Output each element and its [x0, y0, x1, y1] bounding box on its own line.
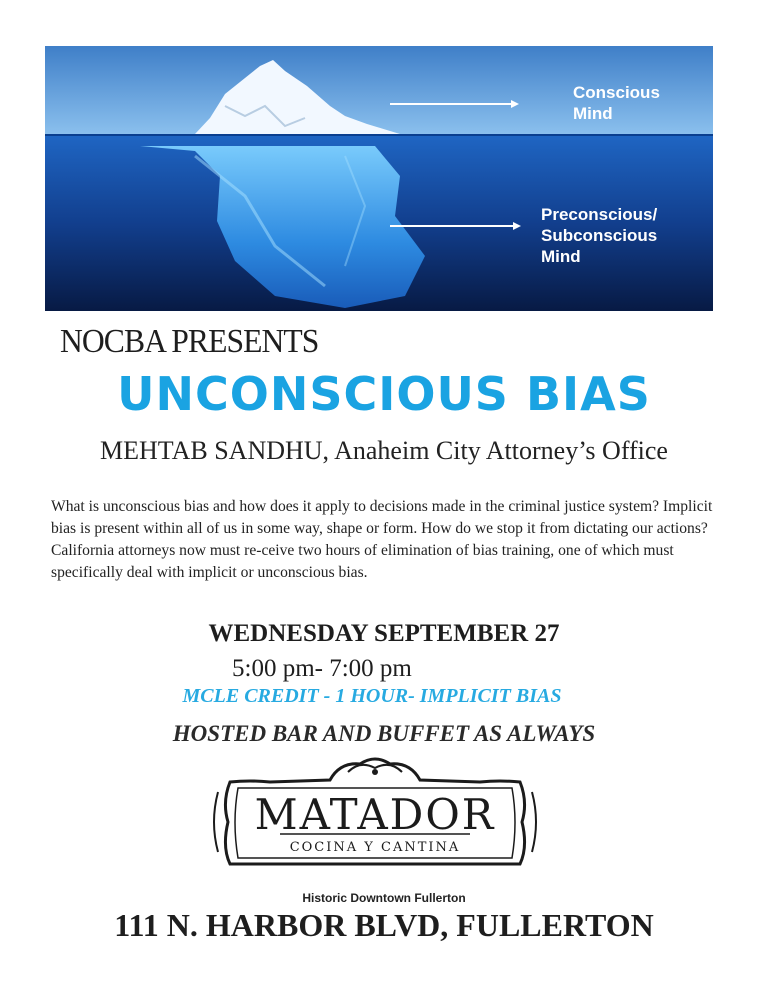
event-title: UNCONSCIOUS BIAS	[117, 367, 651, 421]
logo-subtitle: COCINA Y CANTINA	[289, 840, 461, 855]
event-description: What is unconscious bias and how does it apply to decisions made in the criminal justice system? Implicit bias is present within all of us in some way, shape or form. How do we stop it from dictating our actions? California attorneys now must re-ceive two hours of elimination of bias training, one of which must specifically deal with implicit or unconscious bias.	[51, 498, 713, 581]
hospitality-note: HOSTED BAR AND BUFFET AS ALWAYS	[172, 721, 596, 746]
matador-logo	[210, 752, 540, 882]
mcle-credit: MCLE CREDIT - 1 HOUR- IMPLICIT BIAS	[182, 685, 562, 707]
speaker-line: MEHTAB SANDHU, Anaheim City Attorney’s Office	[100, 436, 668, 465]
event-date: WEDNESDAY SEPTEMBER 27	[208, 620, 560, 647]
conscious-mind-label: Conscious Mind	[573, 83, 660, 123]
iceberg-hero-image	[45, 46, 713, 311]
logo-name: MATADOR	[254, 790, 496, 839]
subconscious-mind-label: Preconscious/ Subconscious Mind	[541, 205, 658, 266]
presenter-heading: NOCBA PRESENTS	[60, 323, 319, 360]
event-time: 5:00 pm- 7:00 pm	[232, 655, 412, 682]
venue-address: 111 N. HARBOR BLVD, FULLERTON	[114, 907, 654, 943]
venue-area: Historic Downtown Fullerton	[302, 891, 466, 905]
